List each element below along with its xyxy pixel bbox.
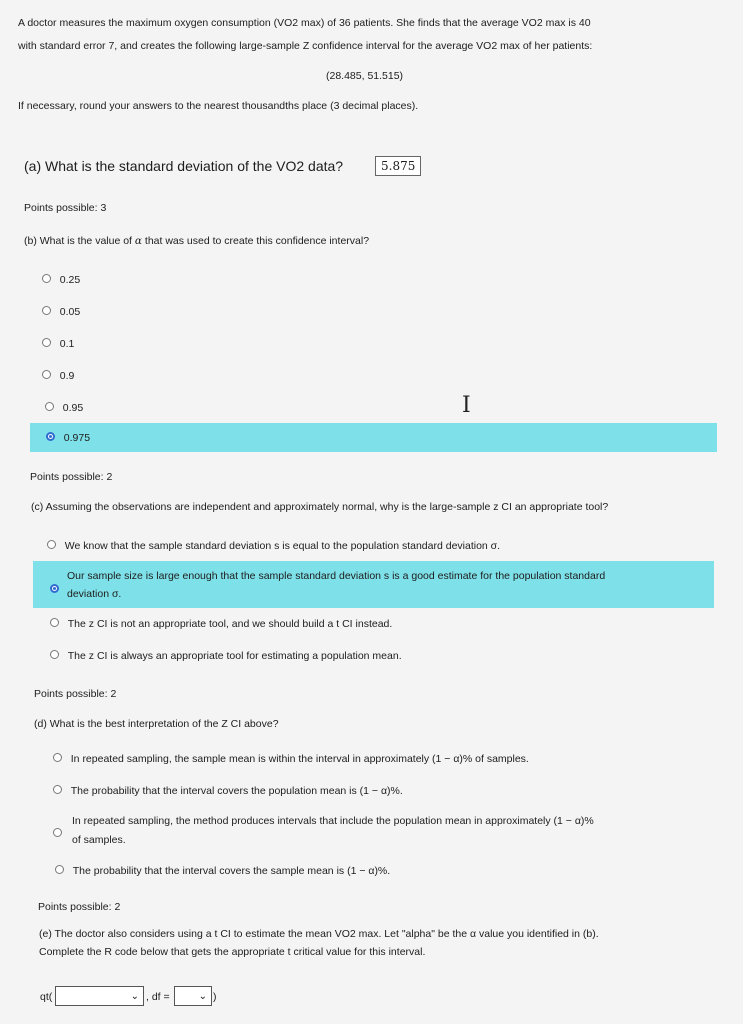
radio-button[interactable] xyxy=(42,306,51,315)
text-cursor-icon: I xyxy=(462,393,471,418)
part-b-option-4[interactable] xyxy=(45,400,83,416)
option-label: 0.05 xyxy=(59,306,81,318)
radio-button[interactable] xyxy=(53,753,62,762)
part-b-points: Points possible: 2 xyxy=(30,471,113,483)
part-c-option-2[interactable] xyxy=(50,616,392,632)
part-b-selected-highlight xyxy=(30,423,717,452)
radio-button[interactable] xyxy=(42,274,51,283)
part-b-question xyxy=(24,233,369,249)
part-c-option-1-line-1: Our sample size is large enough that the sample standard deviation s is a good estimate for the population standard xyxy=(67,570,606,582)
alpha-select[interactable] xyxy=(55,986,144,1006)
radio-button-selected[interactable] xyxy=(50,584,59,593)
rounding-instruction: If necessary, round your answers to the nearest thousandths place (3 decimal places). xyxy=(18,100,419,112)
alpha-symbol: α xyxy=(134,235,142,247)
part-d-option-3[interactable] xyxy=(55,863,390,879)
part-b-option-3[interactable] xyxy=(42,368,74,384)
part-a-points: Points possible: 3 xyxy=(24,202,107,214)
radio-button-selected[interactable] xyxy=(46,432,55,441)
chevron-down-icon: ⌄ xyxy=(130,990,139,1002)
part-c-option-1-radio[interactable] xyxy=(50,580,59,598)
part-d-option-2-line-1: In repeated sampling, the method produces intervals that include the population mean in approximately (1 − α)% xyxy=(72,815,594,827)
part-b-option-5[interactable] xyxy=(46,430,90,446)
part-c-option-1-line-2: deviation σ. xyxy=(67,588,122,600)
r-code-df: , df = xyxy=(146,991,170,1003)
radio-button[interactable] xyxy=(50,618,59,627)
radio-button[interactable] xyxy=(42,338,51,347)
option-label: The z CI is not an appropriate tool, and we should build a t CI instead. xyxy=(67,618,393,630)
option-label: The probability that the interval covers the population mean is (1 − α)%. xyxy=(70,785,403,797)
option-label: 0.95 xyxy=(62,402,84,414)
part-b-question-post: that was used to create this confidence interval? xyxy=(144,235,370,247)
option-label: The z CI is always an appropriate tool for estimating a population mean. xyxy=(67,650,402,662)
part-c-option-0[interactable] xyxy=(47,538,500,554)
intro-line-2: with standard error 7, and creates the following large-sample Z confidence interval for the average VO2 max of her patients: xyxy=(18,40,593,52)
part-b-option-0[interactable] xyxy=(42,272,80,288)
radio-button[interactable] xyxy=(45,402,54,411)
r-code-suffix: ) xyxy=(213,991,217,1003)
r-code-prefix: qt( xyxy=(40,991,53,1003)
option-label: 0.25 xyxy=(59,274,81,286)
part-c-question: (c) Assuming the observations are independent and approximately normal, why is the large-sample z CI an appropriate tool? xyxy=(31,501,609,513)
part-d-option-0[interactable] xyxy=(53,751,529,767)
intro-line-1: A doctor measures the maximum oxygen consumption (VO2 max) of 36 patients. She finds that the average VO2 max is 40 xyxy=(18,17,591,29)
radio-button[interactable] xyxy=(53,785,62,794)
part-c-option-3[interactable] xyxy=(50,648,402,664)
part-b-question-pre: (b) What is the value of xyxy=(24,235,132,247)
radio-button[interactable] xyxy=(42,370,51,379)
part-d-option-2-line-2: of samples. xyxy=(72,834,126,846)
part-a-answer-input[interactable]: 5.875 xyxy=(375,156,421,176)
option-label: 0.975 xyxy=(63,432,91,444)
part-a-question: (a) What is the standard deviation of the VO2 data? xyxy=(24,158,344,174)
option-label: 0.1 xyxy=(59,338,75,350)
part-d-question: (d) What is the best interpretation of the Z CI above? xyxy=(34,718,279,730)
option-label: The probability that the interval covers the sample mean is (1 − α)%. xyxy=(72,865,391,877)
part-d-option-1[interactable] xyxy=(53,783,403,799)
option-label: 0.9 xyxy=(59,370,75,382)
part-e-line-2: Complete the R code below that gets the appropriate t critical value for this interval. xyxy=(39,946,426,958)
radio-button[interactable] xyxy=(53,828,62,837)
part-e-line-1: (e) The doctor also considers using a t CI to estimate the mean VO2 max. Let "alpha" be the α value you identified in (b). xyxy=(39,928,599,940)
part-d-option-2-radio[interactable] xyxy=(53,824,62,842)
part-b-option-1[interactable] xyxy=(42,304,80,320)
option-label: In repeated sampling, the sample mean is within the interval in approximately (1 − α)% of samples. xyxy=(70,753,529,765)
df-select[interactable] xyxy=(174,986,212,1006)
part-c-points: Points possible: 2 xyxy=(34,688,117,700)
radio-button[interactable] xyxy=(55,865,64,874)
radio-button[interactable] xyxy=(50,650,59,659)
radio-button[interactable] xyxy=(47,540,56,549)
chevron-down-icon: ⌄ xyxy=(198,990,207,1002)
part-b-option-2[interactable] xyxy=(42,336,74,352)
part-d-points: Points possible: 2 xyxy=(38,901,121,913)
confidence-interval: (28.485, 51.515) xyxy=(326,70,404,82)
option-label: We know that the sample standard deviation s is equal to the population standard deviation σ. xyxy=(64,540,501,552)
